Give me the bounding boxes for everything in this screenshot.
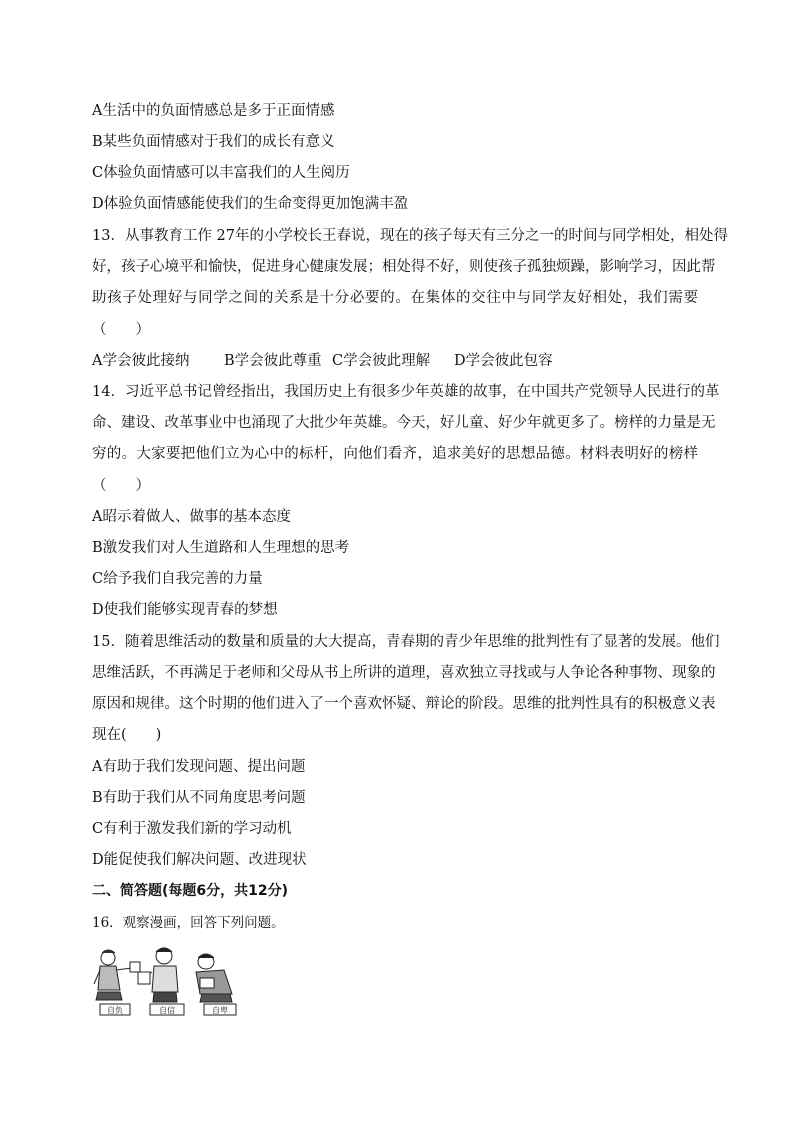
q13-options-row bbox=[92, 351, 553, 371]
q14-stem-line-2: 命、建设、改革事业中也涌现了大批少年英雄。今天，好儿童、好少年就更多了。榜样的力量是无 bbox=[92, 415, 716, 431]
q12-option-b: B某些负面情感对于我们的成长有意义 bbox=[92, 134, 335, 150]
q13-stem-line-3: 助孩子处理好与同学之间的关系是十分必要的。在集体的交往中与同学友好相处，我们需要 bbox=[92, 290, 698, 306]
q13-option-a: A学会彼此接纳 bbox=[92, 353, 190, 369]
q13-stem-line-2: 好，孩子心境平和愉快，促进身心健康发展；相处得不好，则使孩子孤独烦躁，影响学习，因此帮 bbox=[92, 259, 716, 275]
inferior-figure bbox=[196, 954, 232, 1002]
q14-option-d: D使我们能够实现青春的梦想 bbox=[92, 602, 278, 618]
cartoon-illustration bbox=[92, 944, 252, 1016]
label-arrogant: 自负 bbox=[107, 1006, 123, 1015]
q13-option-c: C学会彼此理解 bbox=[332, 353, 431, 369]
q15-option-c: C有利于激发我们新的学习动机 bbox=[92, 821, 292, 837]
q14-stem-line-3: 穷的。大家要把他们立为心中的标杆，向他们看齐，追求美好的思想品德。材料表明好的榜样 bbox=[92, 446, 698, 462]
q15-stem-line-1: 15．随着思维活动的数量和质量的大大提高，青春期的青少年思维的批判性有了显著的发展。他们 bbox=[92, 634, 720, 650]
q14-option-a: A昭示着做人、做事的基本态度 bbox=[92, 509, 291, 525]
q14-option-b: B激发我们对人生道路和人生理想的思考 bbox=[92, 540, 350, 556]
q12-option-a: A生活中的负面情感总是多于正面情感 bbox=[92, 103, 335, 119]
q15-option-d: D能促使我们解决问题、改进现状 bbox=[92, 852, 307, 868]
q14-stem-line-1: 14．习近平总书记曾经指出，我国历史上有很多少年英雄的故事，在中国共产党领导人民进行的革 bbox=[92, 384, 720, 400]
q13-stem-line-1: 13．从事教育工作 27年的小学校长王春说，现在的孩子每天有三分之一的时间与同学相处，相处得 bbox=[92, 228, 729, 244]
q15-option-b: B有助于我们从不同角度思考问题 bbox=[92, 790, 306, 806]
q12-option-c: C体验负面情感可以丰富我们的人生阅历 bbox=[92, 165, 350, 181]
q15-option-a: A有助于我们发现问题、提出问题 bbox=[92, 759, 306, 775]
q15-stem-line-3: 原因和规律。这个时期的他们进入了一个喜欢怀疑、辩论的阶段。思维的批判性具有的积极意义表 bbox=[92, 696, 716, 712]
q16-prompt: 16．观察漫画，回答下列问题。 bbox=[92, 915, 285, 931]
q13-option-d: D学会彼此包容 bbox=[454, 353, 553, 369]
section-heading: 二、简答题(每题6分，共12分) bbox=[92, 883, 289, 899]
arrogant-figure bbox=[94, 950, 140, 1000]
q15-stem-line-4: 现在( ) bbox=[92, 727, 162, 743]
q14-answer-blank: （ ） bbox=[92, 478, 150, 494]
label-confident: 自信 bbox=[159, 1006, 175, 1015]
q13-option-b: B学会彼此尊重 bbox=[224, 353, 322, 369]
q13-answer-blank: （ ） bbox=[92, 322, 150, 338]
label-inferior: 自卑 bbox=[212, 1006, 228, 1015]
q12-option-d: D体验负面情感能使我们的生命变得更加饱满丰盈 bbox=[92, 196, 409, 212]
q15-stem-line-2: 思维活跃，不再满足于老师和父母从书上所讲的道理，喜欢独立寻找或与人争论各种事物、现象的 bbox=[92, 665, 716, 681]
confident-figure bbox=[138, 948, 178, 1002]
q14-option-c: C给予我们自我完善的力量 bbox=[92, 571, 263, 587]
